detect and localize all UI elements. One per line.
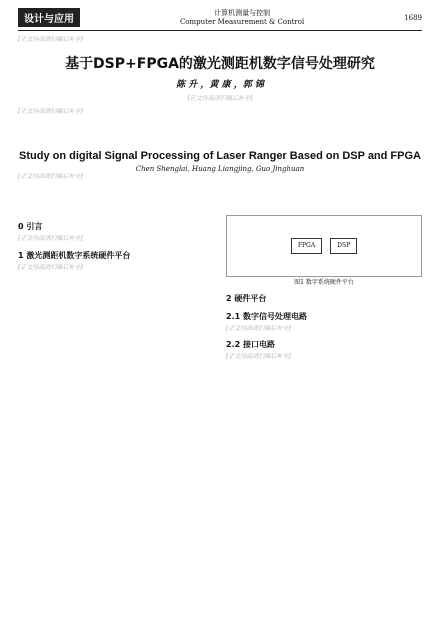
section-tag: 设计与应用 [18, 8, 80, 27]
heading-s1: 1 激光测距机数字系统硬件平台 [18, 250, 131, 260]
journal-name: 计算机测量与控制 Computer Measurement & Control [179, 8, 305, 26]
affiliations-cn: [正文待高清扫描后补全] [187, 95, 253, 102]
heading-s21: 2.1 数字信号处理电路 [226, 311, 307, 321]
article-meta: [正文待高清扫描后补全] [18, 36, 83, 43]
page-number: 1689 [404, 13, 422, 22]
running-header [18, 8, 422, 31]
figure-caption: 图1 数字系统硬件平台 [294, 279, 354, 286]
title-cn: 基于DSP+FPGA的激光测距机数字信号处理研究 [65, 56, 375, 72]
heading-s2: 2 硬件平台 [226, 294, 267, 304]
right-column: FPGA DSP 图1 数字系统硬件平台 2 硬件平台 2.1 数字信号处理电路 [正文待高清扫描后补全] 2.2 接口电路 [正文待高清扫描后补全] [226, 215, 422, 362]
abstract-cn: [正文待高清扫描后补全] [18, 108, 83, 115]
heading-intro: 0 引言 [18, 222, 43, 231]
left-column: 0 引言 [正文待高清扫描后补全] 1 激光测距机数字系统硬件平台 [正文待高清扫描后补全] [18, 215, 214, 362]
authors-cn: 陈 升 ，黄 康 ，郭 锦 [176, 80, 264, 90]
authors-en: Chen Shenglai, Huang Liangjing, Guo Jinghuan [135, 165, 305, 173]
abstract-en: [正文待高清扫描后补全] [18, 173, 83, 180]
title-en: Study on digital Signal Processing of Laser Ranger Based on DSP and FPGA [19, 150, 421, 162]
heading-s22: 2.2 接口电路 [226, 340, 275, 350]
figure-1: FPGA DSP [226, 215, 422, 277]
